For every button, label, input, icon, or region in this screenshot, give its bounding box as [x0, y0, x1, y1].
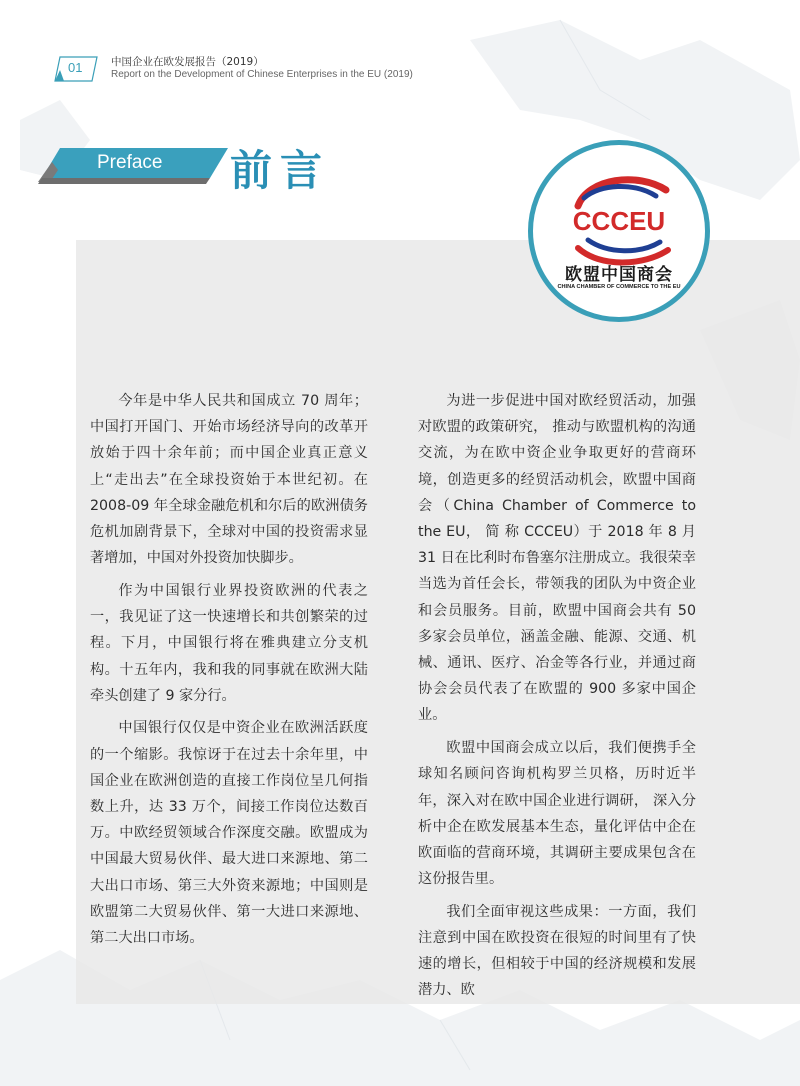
paragraph: 中国银行仅仅是中资企业在欧洲活跃度的一个缩影。我惊讶于在过去十余年里，中国企业在欧洲创造的直接工作岗位呈几何指数上升，达 33 万个，间接工作岗位达数百万。中欧经贸领域合作深度交融。欧盟成为中国最大贸易伙伴、最大进口来源地、第二大出口市场、第三大外资来源地；中国则是欧盟第二大贸易伙伴、第一大进口来源地、第二大出口市场。 — [90, 720, 368, 947]
page-number: 01 — [68, 60, 83, 75]
logo-name-en: CHINA CHAMBER OF COMMERCE TO THE EU — [557, 284, 681, 290]
paragraph: 我们全面审视这些成果：一方面，我们注意到中国在欧投资在很短的时间里有了快速的增长，但相较于中国的经济规模和发展潜力、欧 — [418, 903, 696, 999]
report-title-cn: 中国企业在欧发展报告（2019） — [111, 56, 264, 68]
logo-wordmark: CCCEU — [572, 206, 666, 236]
paragraph: 欧盟中国商会成立以后，我们便携手全球知名顾问咨询机构罗兰贝格，历时近半年，深入对在欧中国企业进行调研， 深入分析中企在欧发展基本生态，量化评估中企在欧面临的营商环境，其调研主要成果包含在这份报告里。 — [418, 740, 696, 888]
paragraph: 为进一步促进中国对欧经贸活动，加强对欧盟的政策研究， 推动与欧盟机构的沟通交流，为在欧中资企业争取更好的营商环境，创造更多的经贸活动机会，欧盟中国商会（China Chamber of Commerce to the EU， 简 称 CCCEU）于 2018 年 8 月 31 日在比利时布鲁塞尔注册成立。我很荣幸当选为首任会长，带领我的团队为中资企业和会员服务。目前，欧盟中国商会共有 50 多家会员单位，涵盖金融、能源、交通、机械、通讯、医疗、冶金等各行业，并通过商协会会员代表了在欧盟的 900 多家中国企业。 — [418, 393, 696, 724]
report-title-en: Report on the Development of Chinese Enterprises in the EU (2019) — [111, 69, 413, 80]
page-title: 前言 — [230, 146, 331, 195]
body-column-right — [418, 388, 696, 1010]
preface-label: Preface — [97, 152, 163, 173]
paragraph: 作为中国银行业界投资欧洲的代表之一，我见证了这一快速增长和共创繁荣的过程。下月，中国银行将在雅典建立分支机构。十五年内，我和我的同事就在欧洲大陆牵头创建了 9 家分行。 — [90, 582, 368, 704]
ccceu-emblem — [548, 168, 690, 268]
body-column-left — [90, 388, 368, 958]
logo-name-cn: 欧盟中国商会 — [565, 265, 673, 285]
page-number-badge — [54, 56, 98, 82]
paragraph: 今年是中华人民共和国成立 70 周年；中国打开国门、开始市场经济导向的改革开放始于四十余年前；而中国企业真正意义上“走出去”在全球投资始于本世纪初。在 2008-09 年全球金融危机和尔后的欧洲债务危机加剧背景下，全球对中国的投资需求显著增加，中国对外投资加快脚步。 — [90, 393, 368, 567]
